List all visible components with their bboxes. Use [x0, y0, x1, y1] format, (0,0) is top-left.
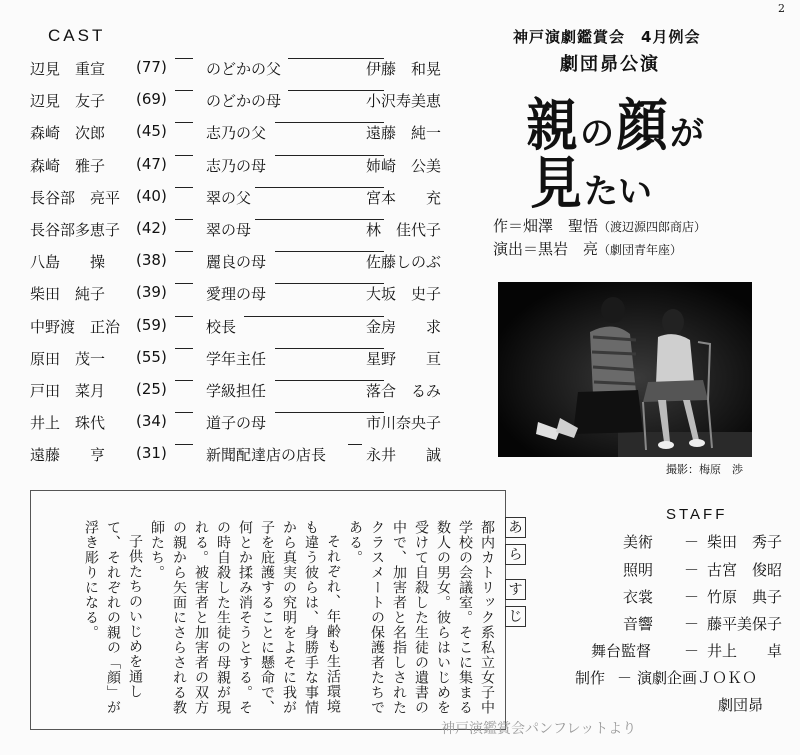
cast-leader-line [288, 58, 384, 59]
cast-dash [175, 219, 193, 220]
staff-role: 照明 [623, 561, 654, 579]
cast-actor-name: 金房 求 [366, 317, 442, 336]
staff-dash: － [684, 561, 700, 579]
cast-actor-name: 星野 亘 [366, 349, 442, 368]
cast-row [30, 251, 454, 279]
cast-character-name: 辺見 友子 [30, 92, 106, 111]
synopsis-tag-a: あ [505, 517, 526, 538]
cast-character-role: 志乃の母 [206, 156, 267, 175]
title-char: たい [584, 172, 652, 212]
cast-leader-line [275, 155, 384, 156]
cast-dash [175, 283, 193, 284]
cast-character-name: 長谷部多恵子 [30, 221, 121, 239]
cast-row [30, 380, 454, 408]
staff-role: 美術 [623, 533, 654, 551]
cast-character-role: 道子の母 [206, 414, 267, 433]
cast-character-age: (39) [136, 283, 167, 302]
cast-leader-line [275, 380, 384, 381]
cast-character-role: 愛理の母 [206, 285, 267, 304]
cast-row [30, 412, 454, 440]
synopsis-paragraph: 都内カトリック系私立女子中学校の会議室。そこに集まる数人の男女。彼らはいじめを受けて自殺した生徒の遺書の中で、加害者と名指しされたクラスメートの保護者たちである。 [347, 520, 495, 715]
staff-dash: － [617, 669, 633, 687]
cast-actor-name: 林 佳代子 [366, 221, 442, 239]
cast-actor-name: 市川奈央子 [366, 414, 442, 433]
cast-character-age: (38) [136, 251, 167, 270]
cast-leader-line [275, 348, 384, 349]
cast-character-role: のどかの母 [206, 92, 282, 111]
cast-actor-name: 伊藤 和晃 [366, 60, 442, 78]
cast-character-age: (25) [136, 380, 167, 398]
staff-name: 井上 卓 [707, 642, 783, 660]
staff-name: 古宮 俊昭 [707, 561, 783, 579]
cast-character-age: (45) [136, 122, 167, 141]
cast-actor-name: 小沢寿美恵 [366, 92, 442, 111]
director: 演出＝黒岩 亮 [493, 240, 599, 258]
cast-character-role: 志乃の父 [206, 124, 267, 143]
cast-character-age: (40) [136, 186, 167, 205]
title-char: の [580, 114, 614, 154]
cast-character-name: 辺見 重宣 [30, 60, 106, 78]
cast-character-name: 中野渡 正治 [30, 317, 121, 336]
cast-dash [175, 412, 193, 413]
cast-row [30, 219, 454, 247]
cast-character-role: 学級担任 [206, 382, 267, 400]
cast-actor-name: 大坂 史子 [366, 285, 442, 304]
cast-row [30, 90, 454, 118]
cast-character-role: 学年主任 [206, 349, 267, 368]
staff-name: 藤平美保子 [707, 615, 783, 633]
cast-character-name: 戸田 菜月 [30, 382, 106, 400]
cast-row [30, 122, 454, 150]
cast-row [30, 283, 454, 311]
cast-row [30, 348, 454, 376]
cast-dash [175, 90, 193, 91]
staff-name: 演劇企画ＪＯＫＯ [637, 669, 758, 687]
cast-character-age: (31) [136, 444, 167, 463]
cast-character-age: (47) [136, 154, 167, 173]
cast-actor-name: 遠藤 純一 [366, 124, 442, 143]
cast-character-name: 長谷部 亮平 [30, 188, 121, 207]
synopsis-text [36, 520, 498, 720]
cast-leader-line [275, 122, 384, 123]
cast-actor-name: 佐藤しのぶ [366, 253, 442, 272]
cast-dash [175, 187, 193, 188]
photo-credit: 撮影：梅原 渉 [666, 463, 743, 476]
cast-character-age: (69) [136, 90, 167, 109]
cast-character-name: 原田 茂一 [30, 349, 106, 368]
page-number: 2 [778, 2, 785, 15]
cast-dash [175, 251, 193, 252]
cast-heading: CAST [48, 26, 106, 45]
source-note: 神戸演鑑賞会パンフレットより [441, 721, 637, 737]
synopsis-tag-ji: じ [505, 606, 526, 627]
staff-role: 舞台監督 [591, 642, 652, 660]
synopsis-tag-ra: ら [505, 544, 526, 565]
cast-row [30, 444, 454, 472]
cast-character-age: (34) [136, 412, 167, 431]
cast-character-name: 森崎 次郎 [30, 124, 106, 143]
director-credit [493, 238, 682, 259]
cast-character-role: 新聞配達店の店長 [206, 446, 327, 465]
stage-photo [498, 282, 752, 457]
cast-leader-line [288, 90, 384, 91]
staff-name: 劇団昴 [718, 696, 764, 714]
author: 作＝畑澤 聖悟 [493, 217, 599, 235]
staff-name: 柴田 秀子 [707, 533, 783, 551]
author-affiliation: （渡辺源四郎商店） [598, 220, 707, 234]
cast-character-name: 森崎 雅子 [30, 156, 106, 175]
cast-dash [175, 316, 193, 317]
synopsis-tag-su: す [505, 579, 526, 600]
cast-actor-name: 永井 誠 [366, 446, 442, 465]
cast-leader-line [348, 444, 362, 445]
cast-character-role: 校長 [206, 317, 237, 336]
staff-heading: STAFF [666, 506, 728, 523]
cast-character-age: (55) [136, 347, 167, 366]
cast-row [30, 187, 454, 215]
cast-actor-name: 宮本 充 [366, 188, 442, 207]
cast-character-role: 麗良の母 [206, 253, 267, 272]
cast-character-role: 翠の父 [206, 188, 252, 207]
staff-name: 竹原 典子 [707, 588, 783, 606]
cast-leader-line [244, 316, 384, 317]
staff-dash: － [684, 588, 700, 606]
cast-dash [175, 348, 193, 349]
cast-character-age: (59) [136, 315, 167, 334]
cast-leader-line [275, 412, 384, 413]
title-char: 見 [530, 152, 582, 217]
cast-character-age: (42) [136, 219, 167, 237]
cast-actor-name: 姉崎 公美 [366, 156, 442, 175]
play-title-line2 [528, 140, 652, 220]
staff-role: 音響 [623, 615, 654, 633]
cast-leader-line [255, 219, 384, 220]
cast-row [30, 58, 454, 86]
cast-character-name: 井上 珠代 [30, 414, 106, 433]
cast-leader-line [275, 283, 384, 284]
director-affiliation: （劇団青年座） [598, 243, 683, 257]
cast-character-name: 八島 操 [30, 253, 106, 272]
staff-dash: － [684, 642, 700, 660]
cast-leader-line [275, 251, 384, 252]
cast-dash [175, 444, 193, 445]
synopsis-paragraph: それぞれ、年齢も生活環境も違う彼らは、身勝手な事情から真実の究明をよそに我が子を庇護することに懸命で、何とか揉み消そうとする。その時自殺した生徒の母親が現れる。被害者と加害者の双方の親から矢面にさらされる教師たち。 [149, 520, 341, 715]
troupe-name: 劇団昴公演 [560, 54, 660, 75]
association-name: 神戸演劇鑑賞会 4月例会 [513, 28, 701, 46]
cast-character-role: のどかの父 [206, 60, 282, 78]
cast-character-age: (77) [136, 58, 167, 76]
title-char: が [670, 114, 704, 154]
staff-role: 制作 [575, 669, 606, 687]
staff-role: 衣裳 [623, 588, 654, 606]
cast-character-name: 柴田 純子 [30, 285, 106, 304]
cast-dash [175, 58, 193, 59]
staff-dash: － [684, 615, 700, 633]
author-credit [493, 215, 706, 236]
title-char: 顔 [616, 94, 668, 159]
cast-character-role: 翠の母 [206, 221, 252, 239]
cast-dash [175, 122, 193, 123]
cast-dash [175, 380, 193, 381]
title-char: 親 [526, 94, 578, 159]
synopsis-paragraph: 子供たちのいじめを通して、それぞれの親の「顔」が浮き彫りになる。 [83, 520, 143, 715]
cast-leader-line [255, 187, 384, 188]
cast-row [30, 155, 454, 183]
cast-actor-name: 落合 るみ [366, 382, 442, 400]
cast-dash [175, 155, 193, 156]
staff-dash: － [684, 533, 700, 551]
cast-character-name: 遠藤 亨 [30, 446, 106, 465]
cast-row [30, 316, 454, 344]
